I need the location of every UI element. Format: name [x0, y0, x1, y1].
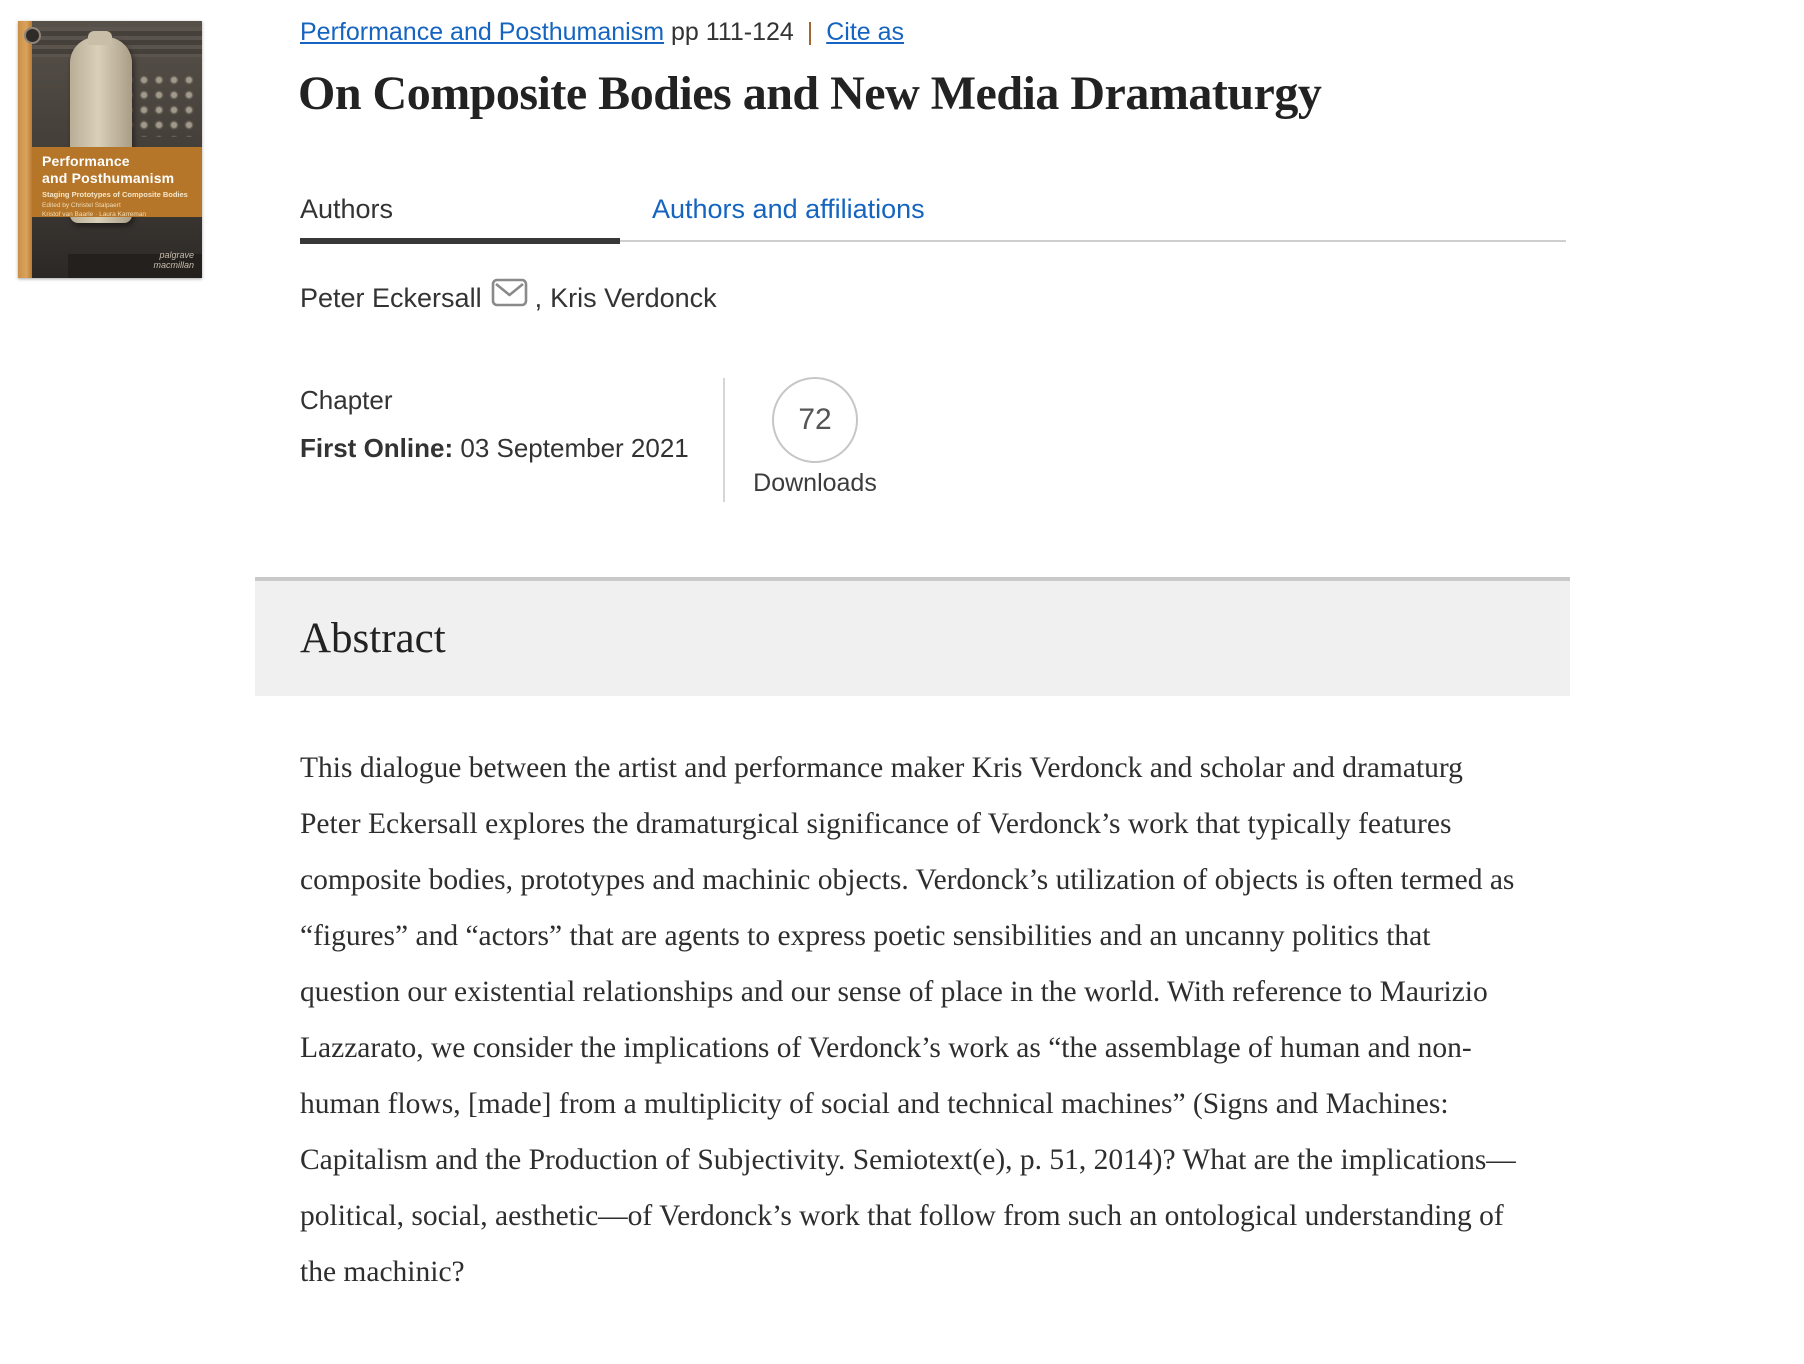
cover-title-band: [32, 147, 202, 217]
first-online-value: 03 September 2021: [460, 433, 689, 463]
breadcrumb: [300, 18, 904, 47]
page-range: pp 111-124: [671, 18, 794, 46]
first-online: [300, 433, 689, 464]
cover-publisher-logo: palgrave macmillan: [153, 250, 194, 270]
first-online-label: First Online:: [300, 433, 454, 463]
tab-authors-and-affiliations[interactable]: Authors and affiliations: [652, 194, 925, 224]
cover-book-title: Performance and Posthumanism: [42, 153, 175, 186]
authors-row: [300, 280, 717, 316]
abstract-header-box: [255, 577, 1570, 696]
chapter-title: On Composite Bodies and New Media Dramaturgy: [298, 67, 1322, 120]
content-type: Chapter: [300, 385, 393, 415]
author-separator: ,: [534, 282, 543, 313]
book-cover-thumbnail[interactable]: [18, 21, 202, 278]
authors-tabs: [300, 194, 1566, 246]
cover-spine-band: [18, 21, 32, 278]
downloads-label: Downloads: [753, 469, 877, 497]
breadcrumb-separator: |: [806, 18, 814, 46]
cover-series-badge: [24, 27, 41, 44]
book-title-link[interactable]: Performance and Posthumanism: [300, 18, 665, 46]
chapter-meta: [300, 385, 689, 464]
downloads-count: 72: [798, 403, 832, 436]
email-icon[interactable]: [491, 278, 528, 314]
downloads-count-circle: [772, 377, 858, 463]
abstract-paragraph: This dialogue between the artist and performance maker Kris Verdonck and scholar and dramaturg Peter Eckersall explores the dramaturgical significance of Verdonck’s work that typically features composite bodies, prototypes and machinic objects. Verdonck’s utilization of objects is often termed as “figures” and “actors” that are agents to express poetic sensibilities and an uncanny politics that question our existential relationships and our sense of place in the world. With reference to Maurizio Lazzarato, we consider the implications of Verdonck’s work as “the assemblage of human and non- human flows, [made] from a multiplicity of social and technical machines” (Signs and Machines: Capitalism and the Production of Subjectivity. Semiotext(e), p. 51, 2014)? What are the implications—political, social, aesthetic—of Verdonck’s work that follow from such an ontological understanding of the machinic?: [300, 752, 1516, 1288]
author-name-1[interactable]: Peter Eckersall: [300, 282, 482, 313]
cite-as-link[interactable]: Cite as: [826, 18, 905, 46]
tab-authors[interactable]: Authors: [300, 194, 394, 224]
tabs-rule: [300, 238, 1566, 244]
author-name-2[interactable]: Kris Verdonck: [550, 282, 717, 313]
abstract-heading: Abstract: [300, 615, 446, 662]
active-tab-underline: [300, 238, 620, 244]
cover-dial-panel: [122, 73, 194, 137]
cover-book-subtitle: Staging Prototypes of Composite Bodies: [42, 190, 188, 199]
cover-editors: Edited by Christel Stalpaert Kristof van Baarle · Laura Karreman: [42, 202, 147, 218]
